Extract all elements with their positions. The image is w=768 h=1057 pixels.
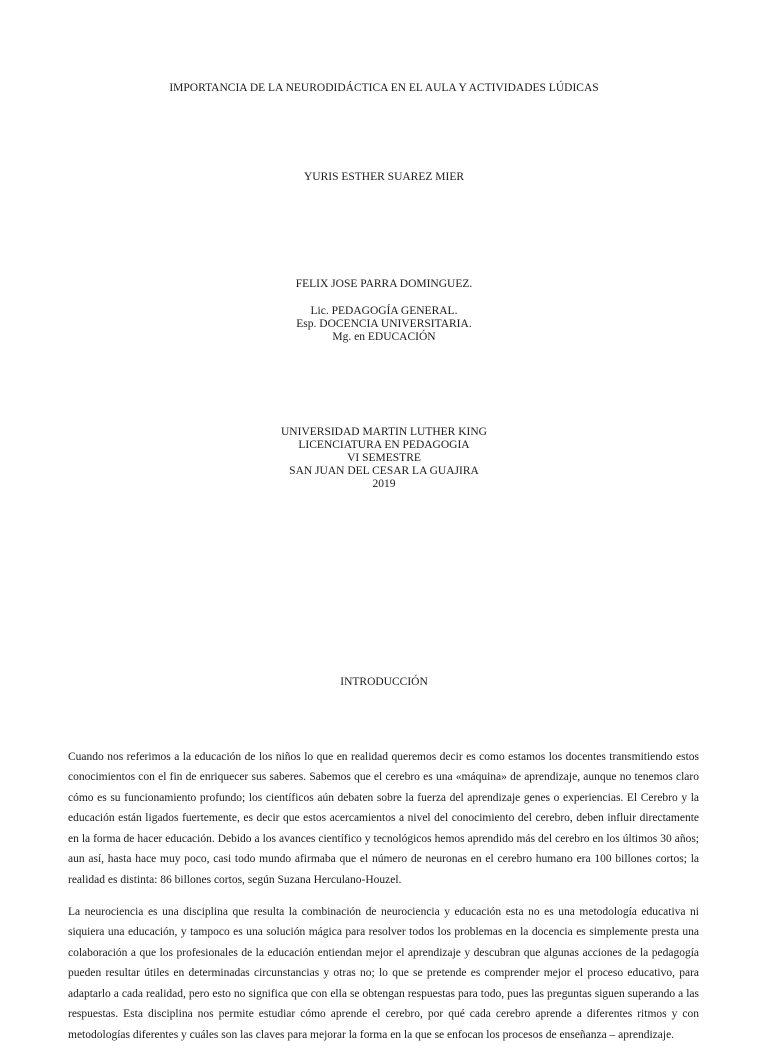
paragraph-text: La neurociencia es una disciplina que resulta la combinación de neurociencia y educación esta no es una metodología educativa ni siquiera una educación, y tampoco es una solución mágica para resolver todos los problemas en la docencia es simplemente presta una colaboración a que los profesionales de la educación entiendan mejor el aprendizaje y descubran que algunas acciones de la pedagogía pueden resultar útiles en determinadas circunstancias y otras no; lo que se pretende es comprender mejor el proceso educativo, para adaptarlo a cada realidad, pero esto no significa que con ella se obtengan respuestas para todo, pues las preguntas siguen superando a las respuestas. Esta disciplina nos permite estudiar cómo aprende el cerebro, por qué cada cerebro aprende a diferentes ritmos y con metodologías diferentes y cuáles son las claves para mejorar la forma en la que se enfocan los procesos de enseñanza – aprendizaje. (68, 905, 699, 1041)
introduction-heading: INTRODUCCIÓN (340, 676, 428, 688)
introduction-paragraph (68, 890, 699, 1057)
introduction-paragraph (68, 735, 699, 902)
advisor-credential: Mg. en EDUCACIÓN (332, 331, 436, 343)
advisor-name: FELIX JOSE PARRA DOMINGUEZ. (295, 278, 473, 290)
document-title: IMPORTANCIA DE LA NEURODIDÁCTICA EN EL AULA Y ACTIVIDADES LÚDICAS (169, 82, 599, 94)
semester: VI SEMESTRE (347, 452, 421, 464)
year: 2019 (372, 478, 396, 490)
location: SAN JUAN DEL CESAR LA GUAJIRA (289, 465, 479, 477)
advisor-credential: Esp. DOCENCIA UNIVERSITARIA. (296, 318, 472, 330)
program-name: LICENCIATURA EN PEDAGOGIA (298, 439, 470, 451)
advisor-credential: Lic. PEDAGOGÍA GENERAL. (310, 305, 458, 317)
author-name: YURIS ESTHER SUAREZ MIER (303, 171, 465, 183)
advisor-block (0, 278, 768, 344)
paragraph-text: Cuando nos referimos a la educación de los niños lo que en realidad queremos decir es como estamos los docentes transmitiendo estos conocimientos con el fin de enriquecer sus saberes. Sabemos que el cerebro es una «máquina» de aprendizaje, aunque no tenemos claro cómo es su funcionamiento profundo; los científicos aún debaten sobre la fuerza del aprendizaje genes o experiencias. El Cerebro y la educación están ligados fuertemente, es decir que estos acercamientos a nivel del conocimiento del cerebro, deben influir directamente en la forma de hacer educación. Debido a los avances científico y tecnológicos hemos aprendido más del cerebro en los últimos 30 años; aun así, hasta hace muy poco, casi todo mundo afirmaba que el número de neuronas en el cerebro humano era 100 billones cortos; la realidad es distinta: 86 billones cortos, según Suzana Herculano-Houzel. (68, 750, 699, 886)
institution-block (0, 426, 768, 491)
university-name: UNIVERSIDAD MARTIN LUTHER KING (281, 426, 487, 438)
